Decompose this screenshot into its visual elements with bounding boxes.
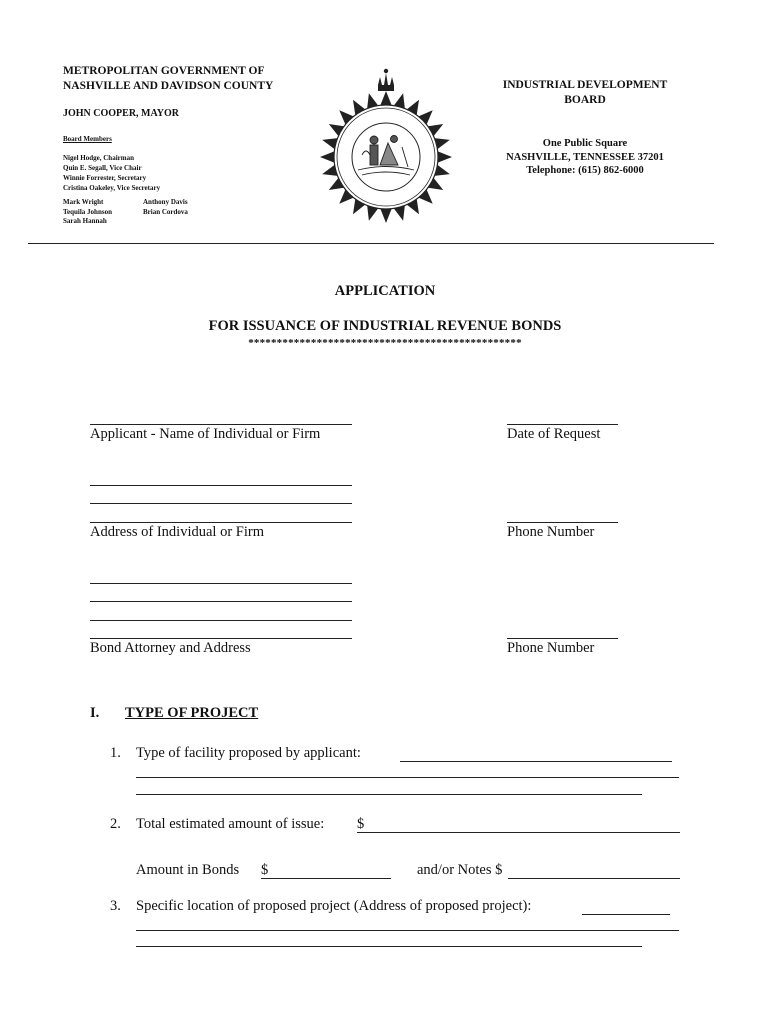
metro-seal-icon bbox=[318, 55, 454, 232]
bonds-dollar: $ bbox=[261, 862, 269, 878]
phone-number-line[interactable] bbox=[507, 522, 618, 523]
question-3-line-3[interactable] bbox=[136, 946, 642, 947]
header-divider bbox=[28, 243, 714, 244]
section-title: TYPE OF PROJECT bbox=[125, 705, 259, 721]
board-members-col1 bbox=[63, 198, 112, 227]
question-1-number: 1. bbox=[110, 745, 121, 761]
member: Sarah Hannah bbox=[63, 217, 107, 225]
question-3-number: 3. bbox=[110, 898, 121, 914]
notes-amount-field[interactable] bbox=[508, 878, 680, 879]
question-1-blank[interactable] bbox=[400, 761, 672, 762]
government-name-line1: METROPOLITAN GOVERNMENT OF bbox=[63, 65, 265, 77]
question-3-line-2[interactable] bbox=[136, 930, 679, 931]
question-1-line-3[interactable] bbox=[136, 794, 642, 795]
section-number: I. bbox=[90, 705, 100, 721]
board-members-col2 bbox=[143, 198, 188, 217]
question-3-text: Specific location of proposed project (Address of proposed project): bbox=[136, 898, 532, 914]
date-of-request-line[interactable] bbox=[507, 424, 618, 425]
officer-chairman: Nigel Hodge, Chairman bbox=[63, 154, 134, 162]
question-3-blank[interactable] bbox=[582, 914, 670, 915]
date-of-request-label: Date of Request bbox=[507, 426, 601, 442]
telephone: Telephone: (615) 862-6000 bbox=[526, 165, 644, 176]
amount-in-bonds-field[interactable] bbox=[261, 878, 391, 879]
question-1-line-2[interactable] bbox=[136, 777, 679, 778]
member: Tequila Johnson bbox=[63, 207, 112, 216]
board-name bbox=[480, 78, 690, 108]
page-title: APPLICATION bbox=[334, 283, 436, 299]
member: Anthony Davis bbox=[143, 198, 188, 206]
question-2-text: Total estimated amount of issue: bbox=[136, 816, 325, 832]
address-line-2[interactable] bbox=[90, 503, 352, 504]
mayor-name: JOHN COOPER, MAYOR bbox=[63, 108, 180, 119]
address-line-3[interactable] bbox=[90, 522, 352, 523]
member: Mark Wright bbox=[63, 198, 104, 206]
board-members-label: Board Members bbox=[63, 135, 112, 143]
bond-attorney-line-2[interactable] bbox=[90, 601, 352, 602]
stars-divider: ************************************************ bbox=[248, 337, 522, 349]
member: Brian Cordova bbox=[143, 207, 188, 216]
address-line1: One Public Square bbox=[542, 138, 628, 149]
applicant-name-line[interactable] bbox=[90, 424, 352, 425]
board-name-line1: INDUSTRIAL DEVELOPMENT bbox=[502, 79, 668, 91]
officer-secretary: Winnie Forrester, Secretary bbox=[63, 174, 147, 182]
question-2-number: 2. bbox=[110, 816, 121, 832]
board-officers bbox=[63, 153, 160, 193]
total-amount-field[interactable] bbox=[357, 832, 680, 833]
officer-vice-secretary: Cristina Oakeley, Vice Secretary bbox=[63, 184, 161, 192]
and-or-notes-label: and/or Notes $ bbox=[417, 862, 503, 878]
attorney-phone-label: Phone Number bbox=[507, 640, 595, 656]
question-1-text: Type of facility proposed by applicant: bbox=[136, 745, 361, 761]
address-line2: NASHVILLE, TENNESSEE 37201 bbox=[506, 151, 664, 163]
phone-number-label: Phone Number bbox=[507, 524, 595, 540]
board-address bbox=[480, 137, 690, 178]
bond-attorney-line-3[interactable] bbox=[90, 620, 352, 621]
address-line-1[interactable] bbox=[90, 485, 352, 486]
government-name-line2: NASHVILLE AND DAVIDSON COUNTY bbox=[63, 80, 274, 92]
amount-in-bonds-label: Amount in Bonds bbox=[136, 862, 240, 878]
government-name bbox=[63, 64, 273, 94]
officer-vice-chair: Quin E. Segall, Vice Chair bbox=[63, 164, 142, 172]
bond-attorney-line-4[interactable] bbox=[90, 638, 352, 639]
bond-attorney-line-1[interactable] bbox=[90, 583, 352, 584]
attorney-phone-line[interactable] bbox=[507, 638, 618, 639]
bond-attorney-label: Bond Attorney and Address bbox=[90, 640, 251, 656]
board-name-line2: BOARD bbox=[564, 94, 606, 106]
applicant-name-label: Applicant - Name of Individual or Firm bbox=[90, 426, 321, 442]
address-label: Address of Individual or Firm bbox=[90, 524, 264, 540]
page-subtitle: FOR ISSUANCE OF INDUSTRIAL REVENUE BONDS bbox=[208, 318, 562, 334]
question-2-dollar: $ bbox=[357, 816, 365, 832]
